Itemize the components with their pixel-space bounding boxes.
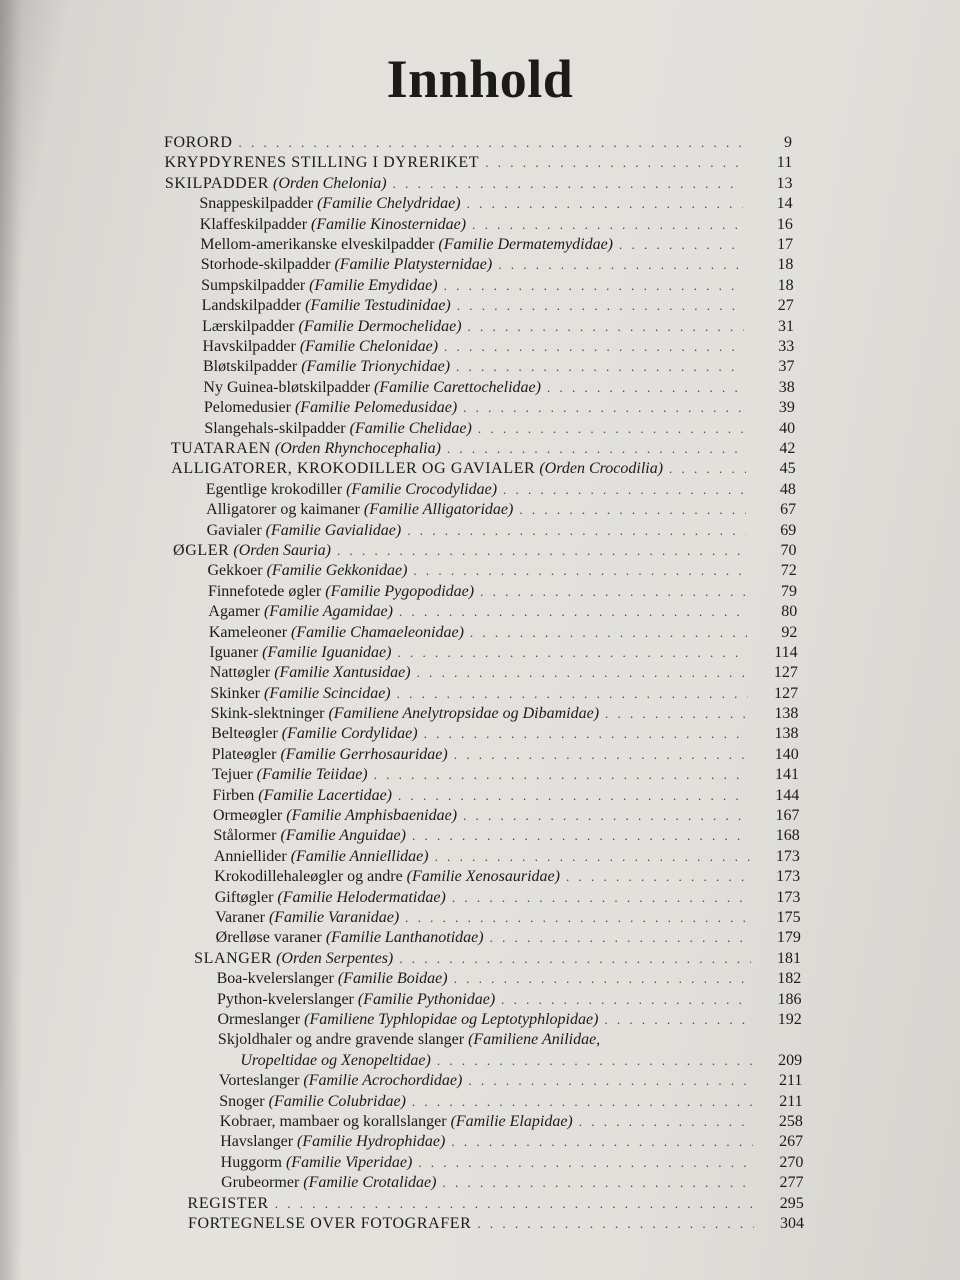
dot-leader <box>579 1111 753 1133</box>
toc-entry-taxon: (Familiene Anelytropsidae og Dibamidae) <box>328 705 600 723</box>
toc-entry-title: Storhode-skilpadder <box>200 256 331 274</box>
dot-leader <box>412 825 750 847</box>
toc-entry <box>216 968 802 990</box>
toc-page-number: 17 <box>777 235 794 253</box>
toc-entry <box>203 377 795 399</box>
toc-entry <box>164 132 792 154</box>
toc-entry <box>208 622 798 644</box>
dot-leader <box>470 622 748 644</box>
toc-entry-taxon: (Familie Dermochelidae) <box>298 317 462 335</box>
toc-page-number: 45 <box>779 460 796 478</box>
toc-entry-taxon: (Orden Rhynchocephalia) <box>274 439 441 457</box>
toc-entry-title: Ormeslanger <box>217 1011 301 1029</box>
toc-entry-title: Skink-slektninger <box>210 705 325 723</box>
toc-entry-taxon: (Familie Elapidae) <box>450 1113 573 1131</box>
toc-page-number: 304 <box>780 1215 804 1232</box>
toc-entry <box>211 744 799 766</box>
toc-entry-taxon: (Orden Serpentes) <box>276 949 394 967</box>
toc-entry <box>217 989 802 1011</box>
toc-entry-taxon: (Familie Pygopodidae) <box>325 582 475 600</box>
toc-entry-taxon: (Familie Testudinidae) <box>305 297 451 315</box>
toc-entry <box>218 1029 758 1051</box>
toc-page-number: 211 <box>779 1072 803 1090</box>
toc-page-number: 11 <box>776 154 793 172</box>
toc-entry-taxon: (Familie Chelonidae) <box>299 337 439 355</box>
toc-entry-taxon: (Familie Teiidae) <box>256 766 368 784</box>
dot-leader <box>454 968 752 990</box>
toc-entry-title: Klaffeskilpadder <box>199 215 308 233</box>
toc-entry-taxon: (Familie Chamaeleonidae) <box>291 623 464 641</box>
toc-page-number: 211 <box>779 1092 803 1110</box>
toc-entry <box>218 1070 803 1092</box>
toc-entry-title: Finnefotede øgler <box>207 582 322 600</box>
dot-leader <box>669 458 746 480</box>
dot-leader <box>498 254 743 276</box>
toc-entry-taxon: (Familie Iguanidae) <box>262 643 392 661</box>
toc-entry-title: Nattøgler <box>209 664 271 682</box>
toc-page-number: 270 <box>779 1153 804 1171</box>
page-title: Innhold <box>386 49 574 109</box>
toc-entry-title: FORTEGNELSE OVER FOTOGRAFER <box>188 1215 472 1232</box>
toc-entry-title: Ny Guinea-bløtskilpadder <box>203 378 371 396</box>
toc-entry <box>212 764 799 786</box>
toc-entry <box>204 418 796 440</box>
toc-entry <box>211 723 799 745</box>
toc-entry-title: Belteøgler <box>211 725 278 743</box>
toc-entry <box>209 642 798 664</box>
toc-page-number: 33 <box>778 337 795 355</box>
toc-entry <box>202 316 795 338</box>
dot-leader <box>452 887 751 909</box>
toc-page-number: 182 <box>777 970 802 988</box>
dot-leader <box>407 520 746 542</box>
toc-page-number: 9 <box>784 134 792 151</box>
dot-leader <box>424 723 749 745</box>
dot-leader <box>456 356 744 378</box>
toc-entry-title: Stålormer <box>213 827 277 845</box>
toc-entry-taxon: (Familie Gerrhosauridae) <box>280 745 448 763</box>
toc-page-number: 173 <box>776 888 801 906</box>
toc-page-number: 18 <box>777 256 794 274</box>
dot-leader <box>393 173 743 195</box>
toc-entry-taxon: (Familie Colubridae) <box>268 1092 406 1110</box>
dot-leader <box>519 499 746 521</box>
toc-entry-taxon: (Familie Dermatemydidae) <box>438 235 613 253</box>
dot-leader <box>399 601 747 623</box>
toc-entry-title: Sumpskilpadder <box>201 276 306 294</box>
toc-entry-taxon: (Familie Emydidae) <box>309 276 438 294</box>
toc-entry-taxon: (Familie Amphisbaenidae) <box>286 807 458 825</box>
toc-page-number: 179 <box>776 929 801 947</box>
toc-entry-title: Anniellider <box>213 847 287 865</box>
toc-entry <box>199 214 793 236</box>
toc-entry-title: Gekkoer <box>207 562 263 580</box>
dot-leader <box>468 316 744 338</box>
toc-page-number: 138 <box>774 705 799 723</box>
toc-entry-title: Bløtskilpadder <box>202 358 298 376</box>
toc-page-number: 31 <box>778 317 795 335</box>
toc-entry-taxon: (Familie Lanthanotidae) <box>325 929 484 947</box>
toc-entry-title: Huggorm <box>220 1153 282 1171</box>
toc-entry-taxon: (Familie Pythonidae) <box>357 990 496 1008</box>
dot-leader <box>457 295 744 317</box>
toc-entry <box>214 887 801 909</box>
dot-leader <box>437 1050 752 1072</box>
toc-entry-taxon: (Familie Viperidae) <box>285 1153 413 1171</box>
dot-leader <box>472 214 743 236</box>
dot-leader <box>417 662 748 684</box>
dot-leader <box>485 152 742 174</box>
dot-leader <box>604 1009 751 1031</box>
dot-leader <box>413 560 746 582</box>
toc-entry-title: Skjoldhaler og andre gravende slanger <box>217 1031 465 1049</box>
toc-entry <box>220 1131 804 1153</box>
toc-entry-taxon: (Familie Gekkonidae) <box>266 562 408 580</box>
toc-entry-taxon: (Familie Chelidae) <box>349 419 472 437</box>
toc-entry-taxon: (Familie Xantusidae) <box>274 664 411 682</box>
dot-leader <box>374 764 749 786</box>
toc-page-number: 80 <box>781 603 798 621</box>
toc-entry-taxon: (Familie Anguidae) <box>280 827 406 845</box>
toc-entry-title: SKILPADDER <box>164 174 269 192</box>
toc-entry-title: Krokodillehaleøgler og andre <box>214 868 403 886</box>
toc-page-number: 114 <box>774 643 798 661</box>
toc-entry <box>202 356 795 378</box>
toc-entry-taxon: (Familie Kinosternidae) <box>311 215 467 233</box>
toc-page-number: 173 <box>775 847 800 865</box>
toc-entry-taxon: Uropeltidae og Xenopeltidae) <box>240 1051 431 1069</box>
toc-page-number: 127 <box>774 684 799 702</box>
toc-entry-title: Havskilpadder <box>202 337 296 355</box>
toc-entry <box>219 1111 803 1133</box>
toc-page-number: 186 <box>777 990 802 1008</box>
toc-entry-title: Lærskilpadder <box>202 317 295 335</box>
toc-entry-taxon: (Orden Sauria) <box>233 541 331 559</box>
toc-entry <box>201 275 794 297</box>
toc-entry-title: Kameleoner <box>208 623 288 641</box>
toc-page-number: 127 <box>773 664 798 682</box>
dot-leader <box>503 479 746 501</box>
toc-entry-taxon: (Familie Hydrophidae) <box>297 1133 446 1151</box>
toc-entry-title: Havslanger <box>220 1133 294 1151</box>
toc-entry <box>219 1091 803 1113</box>
toc-entry-title: Mellom-amerikanske elveskilpadder <box>200 235 435 253</box>
dot-leader <box>463 805 749 827</box>
toc-entry-title: Alligatorer og kaimaner <box>206 501 360 519</box>
toc-entry <box>217 1009 802 1031</box>
toc-entry-title: ØGLER <box>173 541 230 559</box>
toc-entry-title: Python-kvelerslanger <box>217 990 354 1008</box>
dot-leader <box>451 1131 753 1153</box>
toc-page-number: 258 <box>778 1113 803 1131</box>
toc-entry <box>215 927 801 949</box>
toc-page-number: 92 <box>781 623 798 641</box>
dot-leader <box>435 846 750 868</box>
toc-page-number: 18 <box>777 276 794 294</box>
toc-entry <box>212 805 800 827</box>
toc-entry <box>210 683 799 705</box>
dot-leader <box>418 1152 753 1174</box>
toc-entry <box>173 540 797 562</box>
dot-leader <box>467 193 743 215</box>
dot-leader <box>412 1091 753 1113</box>
toc-page-number: 69 <box>780 521 797 539</box>
toc-entry-title: Egentlige krokodiller <box>205 480 343 498</box>
toc-entry <box>207 581 797 603</box>
toc-entry-title: SLANGER <box>194 949 273 967</box>
dot-leader <box>239 132 742 154</box>
dot-leader <box>397 642 747 664</box>
toc-entry-taxon: (Familiene Typhlopidae og Leptotyphlopidae) <box>304 1011 599 1029</box>
dot-leader <box>605 703 748 725</box>
toc-entry-title: Varaner <box>215 909 265 927</box>
dot-leader <box>447 438 745 460</box>
dot-leader <box>463 397 745 419</box>
toc-entry <box>202 336 795 358</box>
toc-entry <box>206 499 797 521</box>
toc-entry-title: Pelomedusier <box>203 399 291 417</box>
toc-entry-taxon: (Familie Varanidae) <box>268 909 400 927</box>
toc-entry-taxon: (Familie Scincidae) <box>264 684 391 702</box>
toc-entry <box>206 520 797 542</box>
toc-page-number: 37 <box>778 358 795 376</box>
dot-leader <box>275 1193 754 1215</box>
toc-entry-taxon: (Orden Chelonia) <box>272 174 387 192</box>
dot-leader <box>468 1070 752 1092</box>
dot-leader <box>501 989 751 1011</box>
toc-entry-taxon: (Familie Helodermatidae) <box>277 888 446 906</box>
dot-leader <box>444 336 744 358</box>
dot-leader <box>478 418 745 440</box>
toc-entry-taxon: (Familie Chelydridae) <box>317 195 461 213</box>
toc-page-number: 79 <box>780 582 797 600</box>
toc-entry-title: Agamer <box>208 603 260 621</box>
toc-page-number: 16 <box>776 215 793 233</box>
dot-leader <box>442 1172 753 1194</box>
toc-entry <box>210 703 799 725</box>
toc-page-number: 295 <box>779 1194 804 1212</box>
toc-entry <box>240 1050 803 1072</box>
toc-page-number: 173 <box>776 868 801 886</box>
toc-entry-title: Boa-kvelerslanger <box>216 970 334 988</box>
toc-entry-title: Iguaner <box>209 643 259 661</box>
toc-entry-title: Firben <box>212 786 255 804</box>
toc-entry <box>205 479 796 501</box>
dot-leader <box>454 744 749 766</box>
toc-entry-taxon: (Familie Lacertidae) <box>258 786 393 804</box>
toc-entry-title: FORORD <box>164 134 233 151</box>
toc-entry <box>200 254 794 276</box>
toc-page-number: 138 <box>774 725 799 743</box>
dot-leader <box>619 234 743 256</box>
dot-leader <box>444 275 744 297</box>
toc-entry <box>214 866 801 888</box>
toc-entry <box>164 152 793 174</box>
toc-page-number: 39 <box>778 399 795 417</box>
dot-leader <box>547 377 745 399</box>
toc-entry-title: Ormeøgler <box>212 807 283 825</box>
toc-page-number: 209 <box>778 1051 803 1069</box>
toc-entry-taxon: (Familie Gavialidae) <box>265 521 402 539</box>
toc-entry-taxon: (Familie Acrochordidae) <box>303 1072 463 1090</box>
dot-leader <box>566 866 750 888</box>
toc-entry <box>194 948 802 970</box>
toc-entry-title: TUATARAEN <box>170 439 271 457</box>
toc-page-number: 14 <box>776 195 793 213</box>
toc-entry-title: Slangehals-skilpadder <box>204 419 346 437</box>
toc-entry-taxon: (Familiene Anilidae, <box>468 1031 601 1049</box>
toc-page-number: 141 <box>775 766 799 784</box>
toc-entry-title: KRYPDYRENES STILLING I DYRERIKET <box>164 154 480 172</box>
toc-entry-title: Snappeskilpadder <box>199 195 314 213</box>
toc-page-number: 13 <box>776 174 793 192</box>
toc-entry <box>207 560 797 582</box>
toc-entry <box>164 173 793 195</box>
toc-entry <box>188 1213 804 1235</box>
toc-entry-title: Gavialer <box>206 521 262 539</box>
toc-entry <box>213 825 800 847</box>
dot-leader <box>398 785 749 807</box>
toc-page-number: 167 <box>775 807 800 825</box>
toc-entry-title: Landskilpadder <box>201 297 302 315</box>
toc-entry <box>221 1172 804 1194</box>
toc-entry <box>187 1193 804 1215</box>
toc-entry-taxon: (Familie Anniellidae) <box>290 847 429 865</box>
toc-page-number: 27 <box>777 297 794 315</box>
toc-entry-title: Giftøgler <box>214 888 274 906</box>
toc-page-number: 181 <box>777 949 802 967</box>
toc-entry <box>220 1152 804 1174</box>
toc-entry <box>200 234 794 256</box>
dot-leader <box>397 683 748 705</box>
toc-entry-title: REGISTER <box>187 1194 269 1212</box>
toc-entry-title: Vorteslanger <box>218 1072 300 1090</box>
toc-entry-title: Ørelløse varaner <box>215 929 322 947</box>
toc-page-number: 267 <box>779 1133 804 1151</box>
dot-leader <box>399 948 751 970</box>
toc-entry-taxon: (Familie Xenosauridae) <box>406 868 560 886</box>
toc-entry-title: Kobraer, mambaer og korallslanger <box>219 1113 447 1131</box>
toc-entry-title: Skinker <box>210 684 260 702</box>
toc-entry-taxon: (Familie Alligatoridae) <box>363 501 514 519</box>
toc-page-number: 277 <box>779 1174 804 1192</box>
toc-entry <box>208 601 798 623</box>
toc-entry-taxon: (Familie Agamidae) <box>263 603 393 621</box>
dot-leader <box>490 927 751 949</box>
toc-entry-taxon: (Familie Carettochelidae) <box>374 378 541 396</box>
toc-entry-title: Tejuer <box>212 766 253 784</box>
toc-entry-taxon: (Familie Cordylidae) <box>281 725 418 743</box>
toc-entry <box>215 907 801 929</box>
toc-page-number: 144 <box>775 786 800 804</box>
toc-entry <box>201 295 794 317</box>
toc-entry <box>209 662 798 684</box>
toc-entry <box>171 458 796 480</box>
dot-leader <box>480 581 747 603</box>
toc-entry <box>199 193 793 215</box>
toc-entry <box>203 397 795 419</box>
toc-entry-taxon: (Familie Trionychidae) <box>301 358 451 376</box>
toc-page-number: 140 <box>774 745 799 763</box>
toc-page-number: 38 <box>778 378 795 396</box>
toc-entry-taxon: (Orden Crocodilia) <box>539 460 664 478</box>
dot-leader <box>477 1213 754 1235</box>
toc-entry-title: Plateøgler <box>211 745 277 763</box>
toc-entry-title: ALLIGATORER, KROKODILLER OG GAVIALER <box>171 460 536 478</box>
toc-page-number: 72 <box>780 562 797 580</box>
toc-entry-taxon: (Familie Crotalidae) <box>303 1174 437 1192</box>
toc-entry-taxon: (Familie Boidae) <box>337 970 448 988</box>
toc-entry <box>212 785 800 807</box>
toc-entry-taxon: (Familie Crocodylidae) <box>346 480 498 498</box>
dot-leader <box>405 907 750 929</box>
toc-page-number: 70 <box>780 541 797 559</box>
toc-entry-taxon: (Familie Platysternidae) <box>334 256 493 274</box>
toc-page-number: 175 <box>776 909 801 927</box>
toc-entry-taxon: (Familie Pelomedusidae) <box>294 399 458 417</box>
toc-page-number: 42 <box>779 439 796 457</box>
toc-page-number: 40 <box>779 419 796 437</box>
toc-entry-title: Snoger <box>219 1092 265 1110</box>
toc-page-number: 67 <box>780 501 797 519</box>
toc-entry-title: Grubeormer <box>221 1174 300 1192</box>
toc-page-number: 192 <box>777 1011 802 1029</box>
toc-entry <box>170 438 796 460</box>
toc-entry <box>213 846 800 868</box>
toc-page-number: 48 <box>779 480 796 498</box>
dot-leader <box>337 540 747 562</box>
toc-page-number: 168 <box>775 827 800 845</box>
